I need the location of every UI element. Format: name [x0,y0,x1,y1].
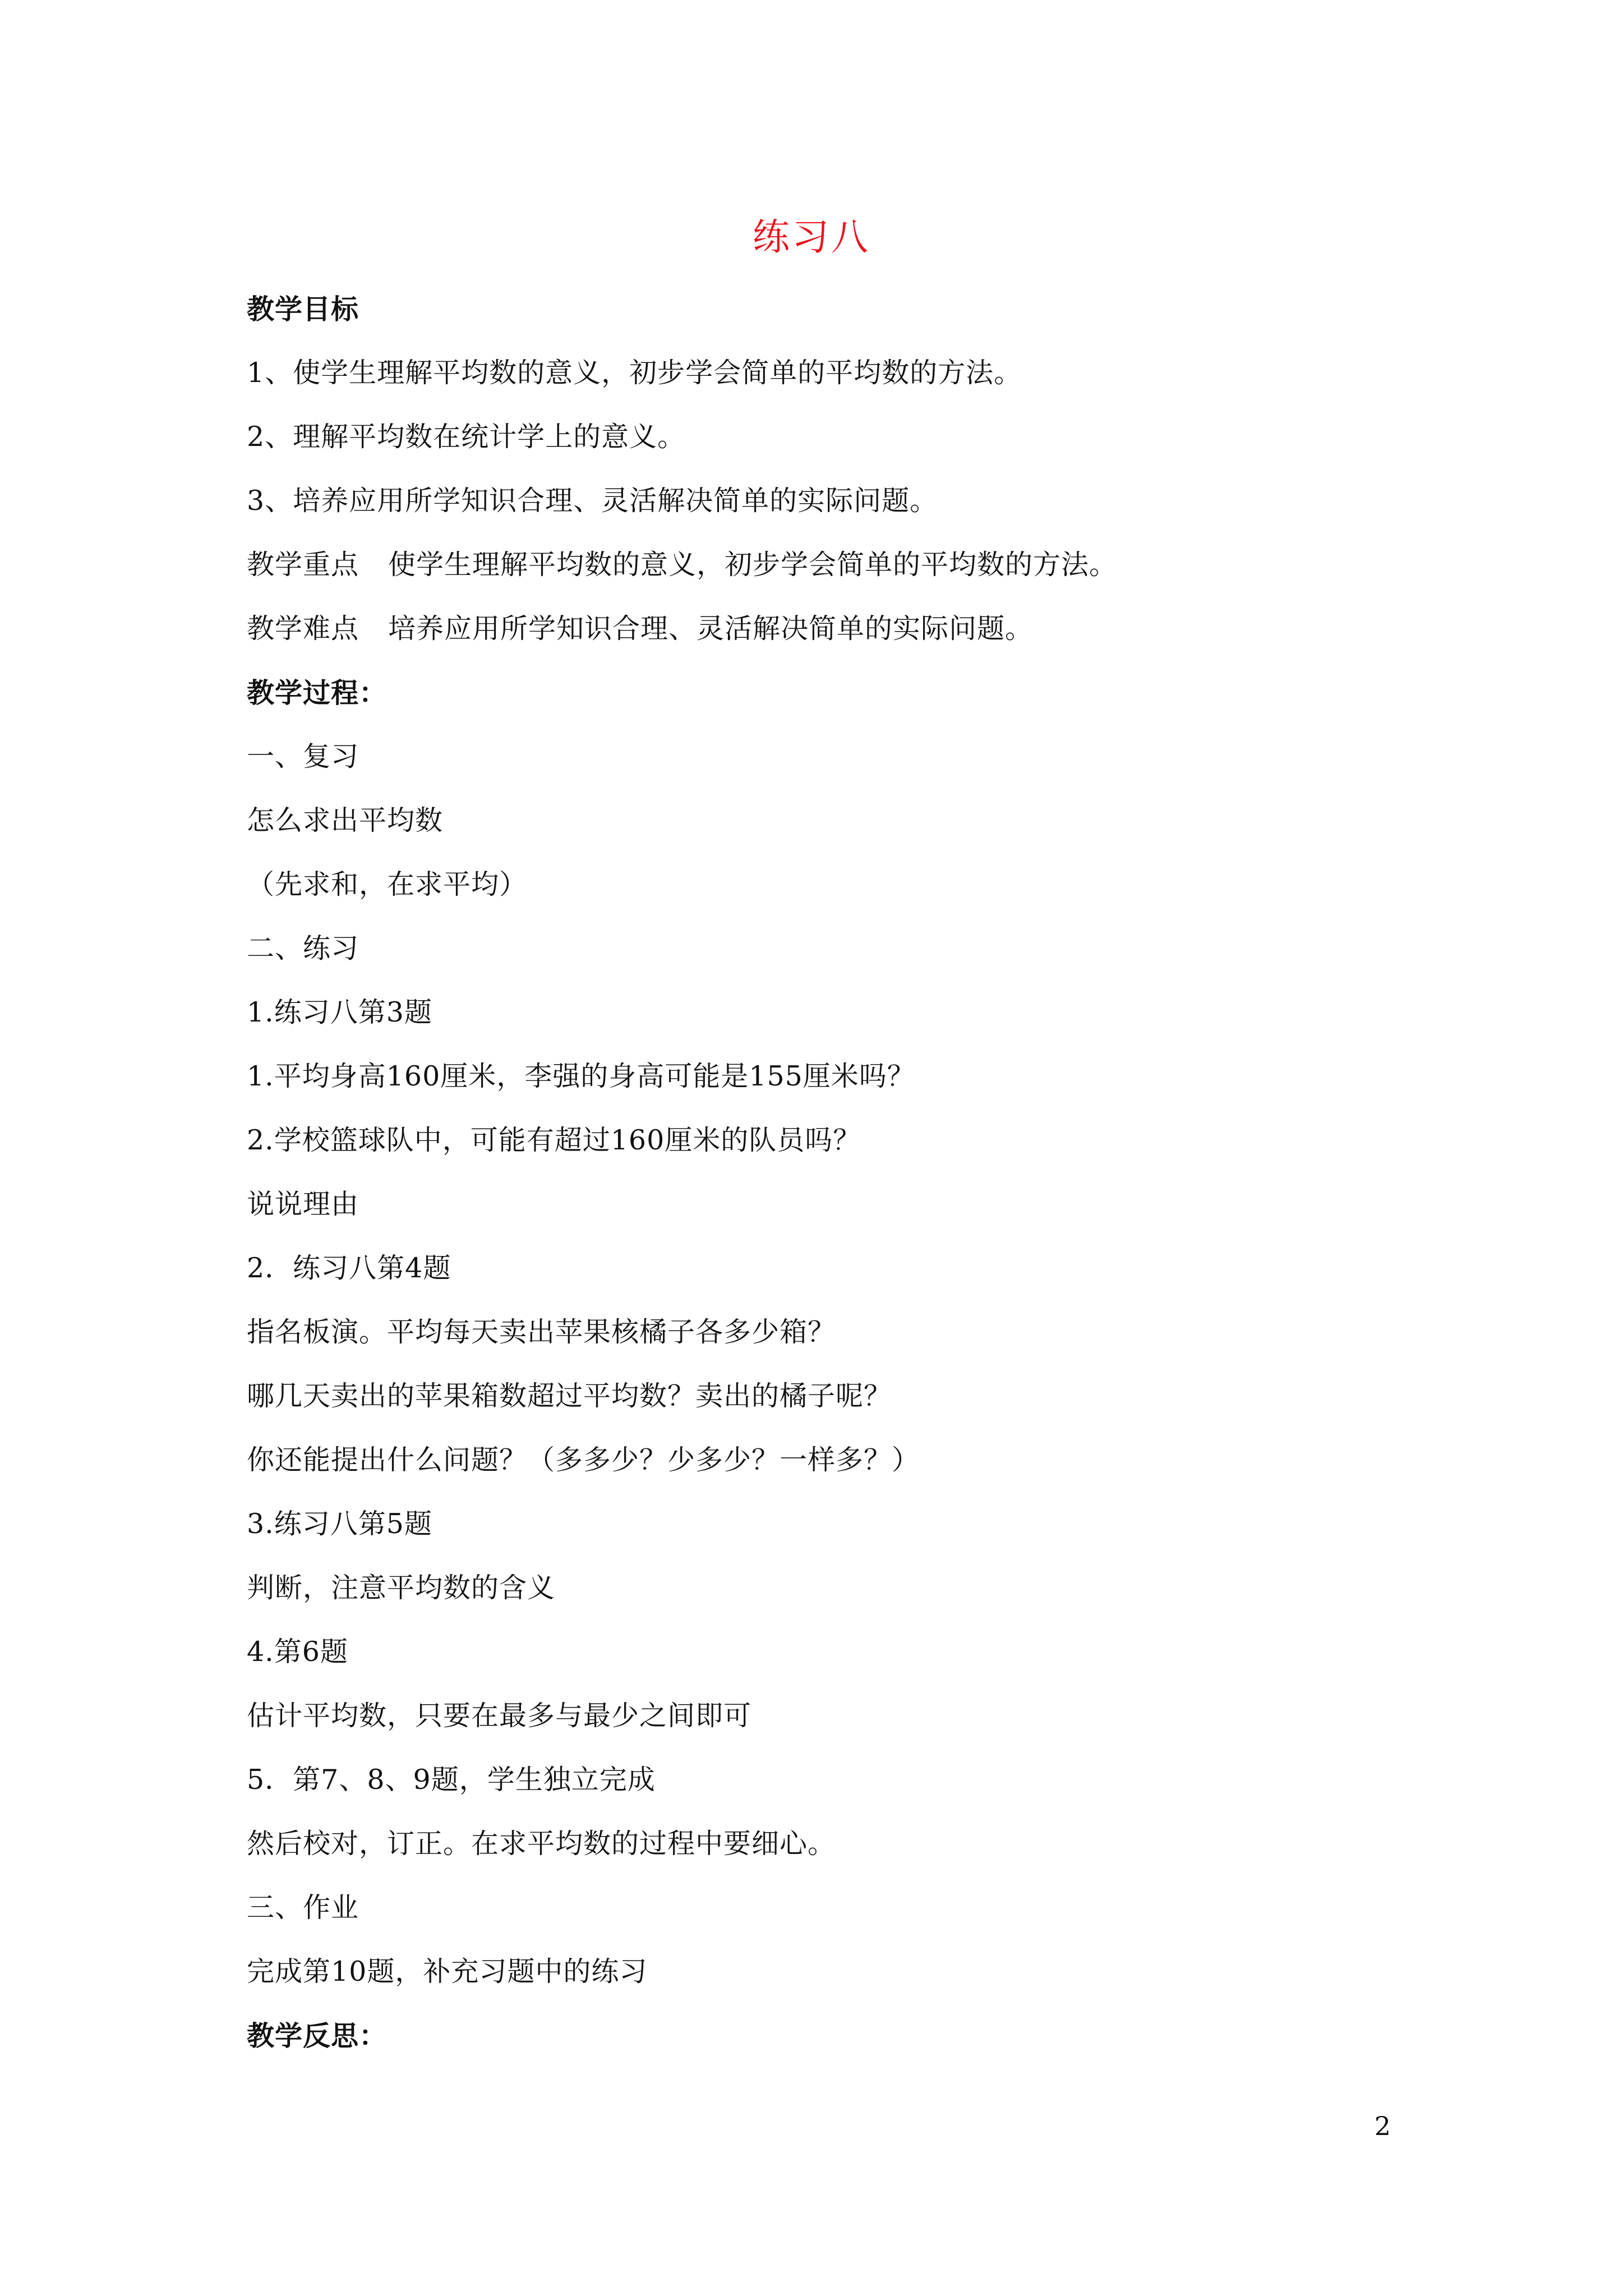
objective-item: 2、理解平均数在统计学上的意义。 [247,421,686,453]
body-line: 2．练习八第4题 [247,1252,451,1284]
body-line: （先求和，在求平均） [247,868,528,900]
document-body [247,291,1413,2081]
body-line: 三、作业 [247,1892,359,1924]
difficulty-text: 培养应用所学知识合理、灵活解决简单的实际问题。 [388,613,1034,645]
body-line: 怎么求出平均数 [247,804,444,836]
body-line: 然后校对，订正。在求平均数的过程中要细心。 [247,1828,836,1860]
body-line: 一、复习 [247,740,359,772]
difficulty-line [247,610,1413,674]
body-line: 说说理由 [247,1188,359,1220]
document-title: 练习八 [753,215,870,259]
body-line: 判断，注意平均数的含义 [247,1572,556,1604]
objective-item: 1、使学生理解平均数的意义，初步学会简单的平均数的方法。 [247,357,1022,389]
key-point-text: 使学生理解平均数的意义，初步学会简单的平均数的方法。 [388,549,1118,581]
body-line: 5．第7、8、9题，学生独立完成 [247,1764,656,1796]
section-heading-objectives: 教学目标 [247,293,359,325]
body-line: 4.第6题 [247,1636,348,1668]
body-line: 你还能提出什么问题？（多多少？少多少？一样多？） [247,1444,920,1476]
body-line: 完成第10题，补充习题中的练习 [247,1955,648,1987]
body-line: 哪几天卖出的苹果箱数超过平均数？卖出的橘子呢？ [247,1380,892,1412]
body-line: 1.平均身高160厘米，李强的身高可能是155厘米吗？ [247,1060,915,1092]
body-line: 2.学校篮球队中，可能有超过160厘米的队员吗？ [247,1124,861,1156]
section-heading-process: 教学过程： [247,677,388,709]
body-line: 估计平均数，只要在最多与最少之间即可 [247,1700,752,1732]
key-point-label: 教学重点 [247,549,359,581]
page-number: 2 [1374,2111,1391,2141]
body-line: 指名板演。平均每天卖出苹果核橘子各多少箱？ [247,1316,836,1348]
body-line: 二、练习 [247,932,359,964]
objective-item: 3、培养应用所学知识合理、灵活解决简单的实际问题。 [247,485,938,517]
body-line: 3.练习八第5题 [247,1508,432,1540]
key-point-line [247,546,1413,610]
section-heading-reflection: 教学反思： [247,2019,388,2052]
difficulty-label: 教学难点 [247,613,359,645]
body-line: 1.练习八第3题 [247,996,432,1028]
